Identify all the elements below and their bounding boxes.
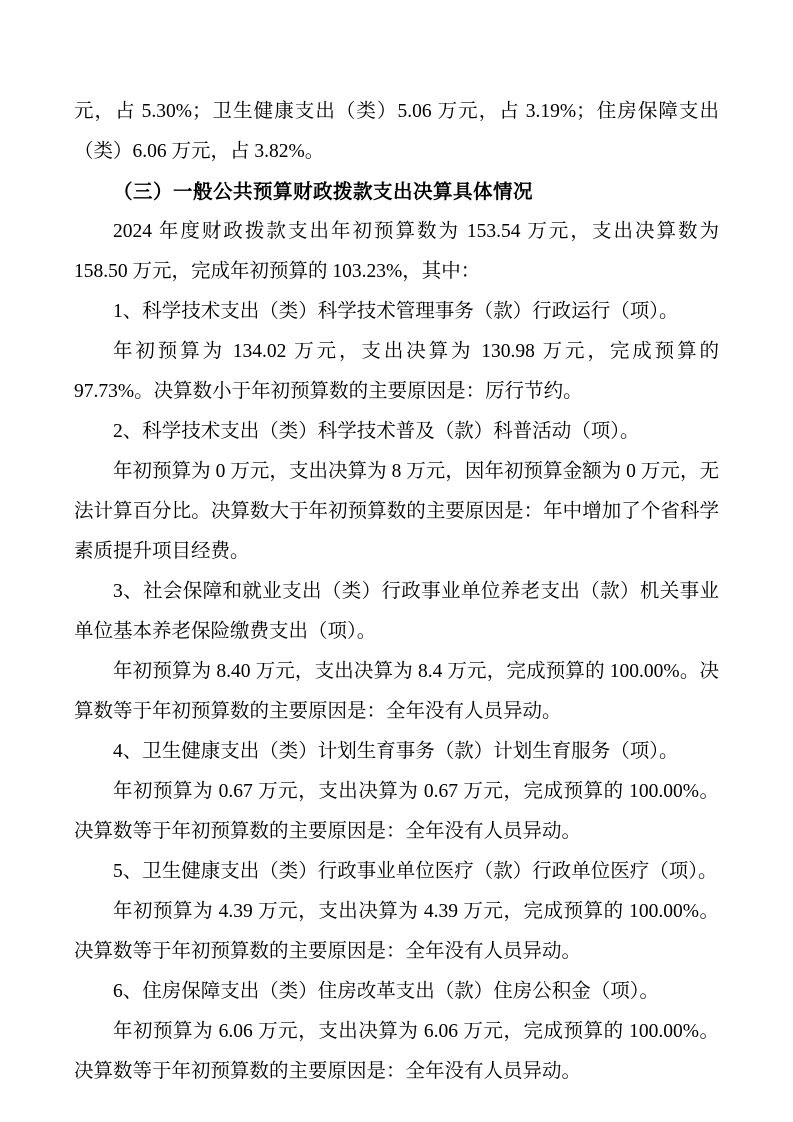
- document-body: [74, 92, 724, 1092]
- paragraph-item-6-detail: 年初预算为 6.06 万元，支出决算为 6.06 万元，完成预算的 100.00%。决算数等于年初预算数的主要原因是：全年没有人员异动。: [74, 1021, 719, 1082]
- paragraph-item-4-title: 4、卫生健康支出（类）计划生育事务（款）计划生育服务（项）。: [113, 741, 679, 762]
- paragraph-item-1-title: 1、科学技术支出（类）科学技术管理事务（款）行政运行（项）。: [113, 301, 679, 322]
- paragraph-item-3-title: 3、社会保障和就业支出（类）行政事业单位养老支出（款）机关事业单位基本养老保险缴费支出（项）。: [74, 581, 719, 642]
- paragraph-item-2-detail: 年初预算为 0 万元，支出决算为 8 万元，因年初预算金额为 0 万元，无法计算百分比。决算数大于年初预算数的主要原因是：年中增加了个省科学素质提升项目经费。: [74, 461, 719, 562]
- section-heading-general-public-budget: （三）一般公共预算财政拨款支出决算具体情况: [113, 181, 534, 203]
- paragraph-overview: 2024 年度财政拨款支出年初预算数为 153.54 万元，支出决算数为 158.50 万元，完成年初预算的 103.23%，其中：: [74, 221, 724, 282]
- paragraph-item-4-detail: 年初预算为 0.67 万元，支出决算为 0.67 万元，完成预算的 100.00%。决算数等于年初预算数的主要原因是：全年没有人员异动。: [74, 781, 719, 842]
- paragraph-item-2-title: 2、科学技术支出（类）科学技术普及（款）科普活动（项）。: [113, 421, 640, 442]
- paragraph-item-5-title: 5、卫生健康支出（类）行政事业单位医疗（款）行政单位医疗（项）。: [113, 861, 718, 882]
- paragraph-item-6-title: 6、住房保障支出（类）住房改革支出（款）住房公积金（项）。: [113, 981, 660, 1002]
- paragraph-item-1-detail: 年初预算为 134.02 万元，支出决算为 130.98 万元，完成预算的 97.73%。决算数小于年初预算数的主要原因是：厉行节约。: [74, 341, 724, 402]
- paragraph-continued-expenditure: 元，占 5.30%；卫生健康支出（类）5.06 万元，占 3.19%；住房保障支出（类）6.06 万元，占 3.82%。: [74, 101, 719, 162]
- paragraph-item-5-detail: 年初预算为 4.39 万元，支出决算为 4.39 万元，完成预算的 100.00%。决算数等于年初预算数的主要原因是：全年没有人员异动。: [74, 901, 719, 962]
- paragraph-item-3-detail: 年初预算为 8.40 万元，支出决算为 8.4 万元，完成预算的 100.00%。决算数等于年初预算数的主要原因是：全年没有人员异动。: [74, 661, 719, 722]
